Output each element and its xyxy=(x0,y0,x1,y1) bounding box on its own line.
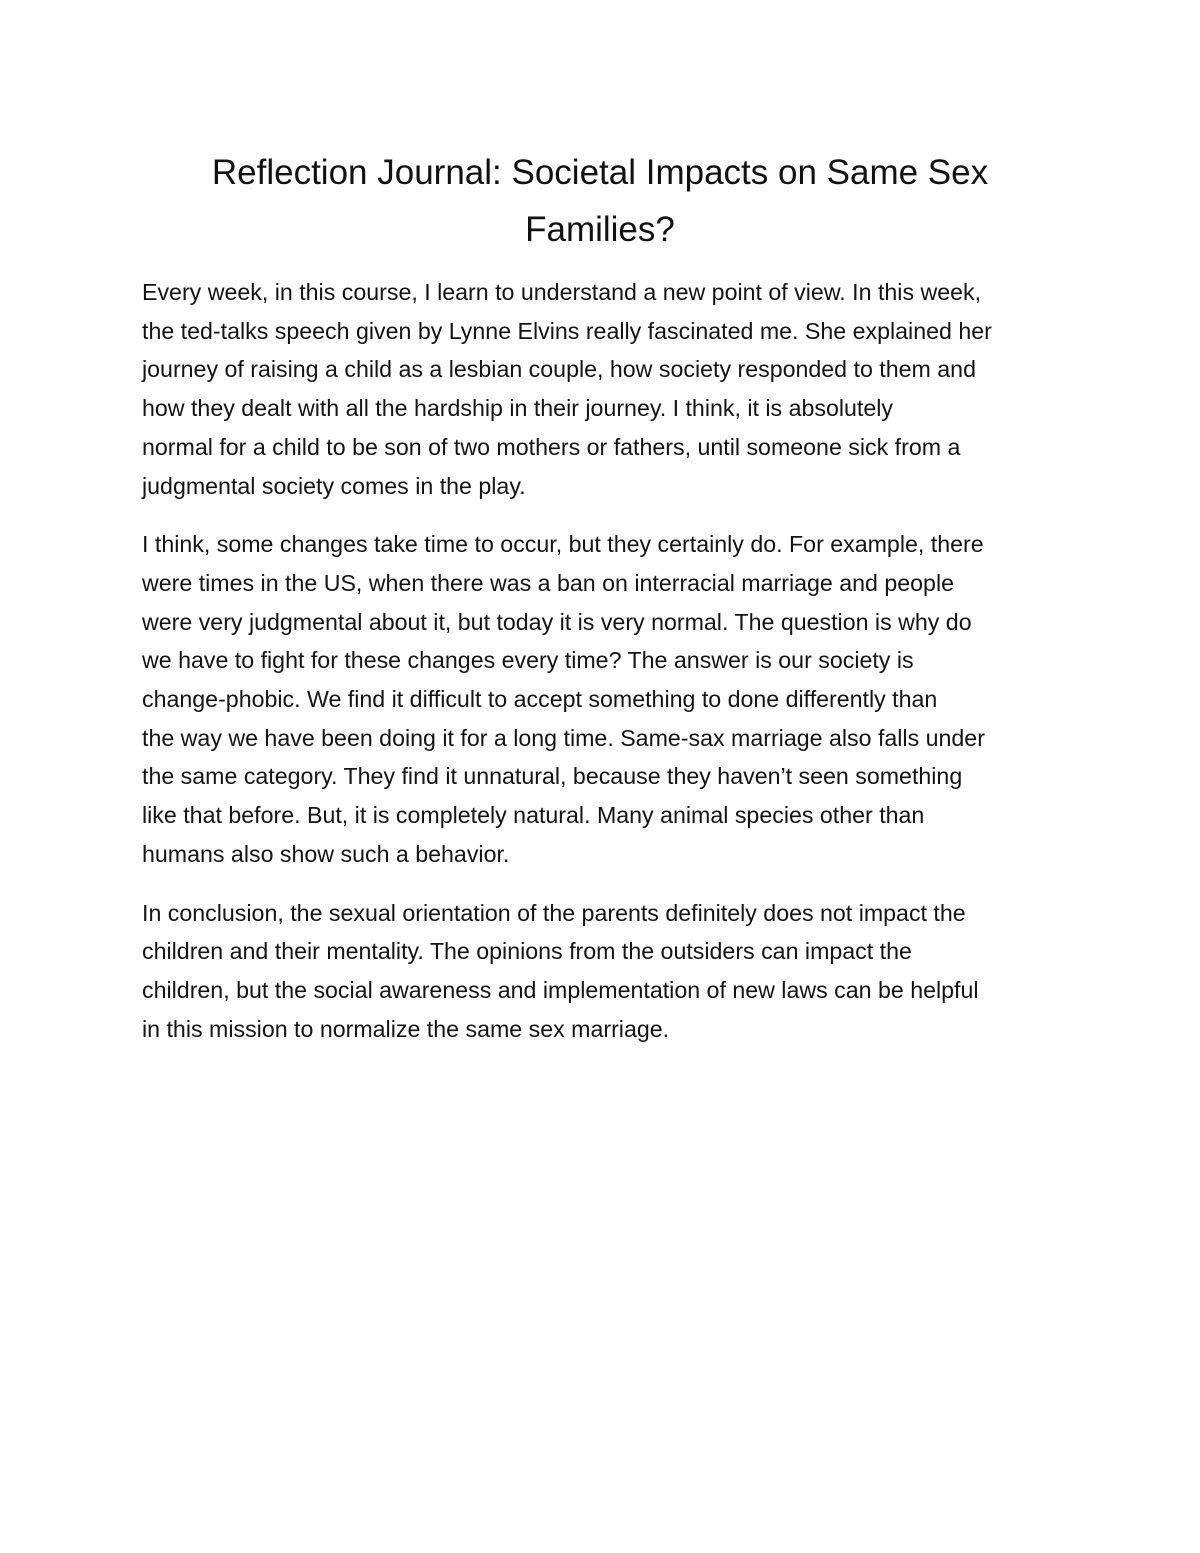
document-title xyxy=(140,144,1060,258)
text-line: Every week, in this course, I learn to understand a new point of view. In this week, xyxy=(142,279,982,305)
text-line: were times in the US, when there was a ban on interracial marriage and people xyxy=(142,569,955,596)
document-body xyxy=(142,273,1072,1068)
text-line: judgmental society comes in the play. xyxy=(142,472,526,499)
text-line: the same category. They find it unnatural, because they haven’t seen something xyxy=(142,763,963,790)
text-line: humans also show such a behavior. xyxy=(142,840,510,867)
text-line: In conclusion, the sexual orientation of the parents definitely does not impact the xyxy=(142,899,966,926)
paragraph-conclusion xyxy=(142,894,1072,1049)
text-line: were very judgmental about it, but today it is very normal. The question is why do xyxy=(142,608,972,635)
title-line: Families? xyxy=(525,210,675,249)
text-line: the ted-talks speech given by Lynne Elvins really fascinated me. She explained her xyxy=(142,317,992,344)
text-line: I think, some changes take time to occur, but they certainly do. For example, there xyxy=(142,531,984,558)
text-line: normal for a child to be son of two mothers or fathers, until someone sick from a xyxy=(142,433,961,460)
title-line: Reflection Journal: Societal Impacts on Same Sex xyxy=(211,153,989,192)
paragraph-body xyxy=(142,525,1072,873)
text-line: journey of raising a child as a lesbian couple, how society responded to them and xyxy=(142,356,976,383)
text-line: like that before. But, it is completely natural. Many animal species other than xyxy=(142,802,925,829)
text-line: children and their mentality. The opinions from the outsiders can impact the xyxy=(142,938,912,965)
text-line: the way we have been doing it for a long time. Same-sax marriage also falls under xyxy=(142,724,985,751)
text-line: children, but the social awareness and implementation of new laws can be helpful xyxy=(142,976,979,1003)
paragraph-intro xyxy=(142,273,1072,505)
text-line: we have to fight for these changes every time? The answer is our society is xyxy=(142,647,914,674)
text-line: how they dealt with all the hardship in their journey. I think, it is absolutely xyxy=(142,395,893,422)
text-line: in this mission to normalize the same sex marriage. xyxy=(142,1015,670,1042)
text-line: change-phobic. We find it difficult to accept something to done differently than xyxy=(142,686,938,713)
